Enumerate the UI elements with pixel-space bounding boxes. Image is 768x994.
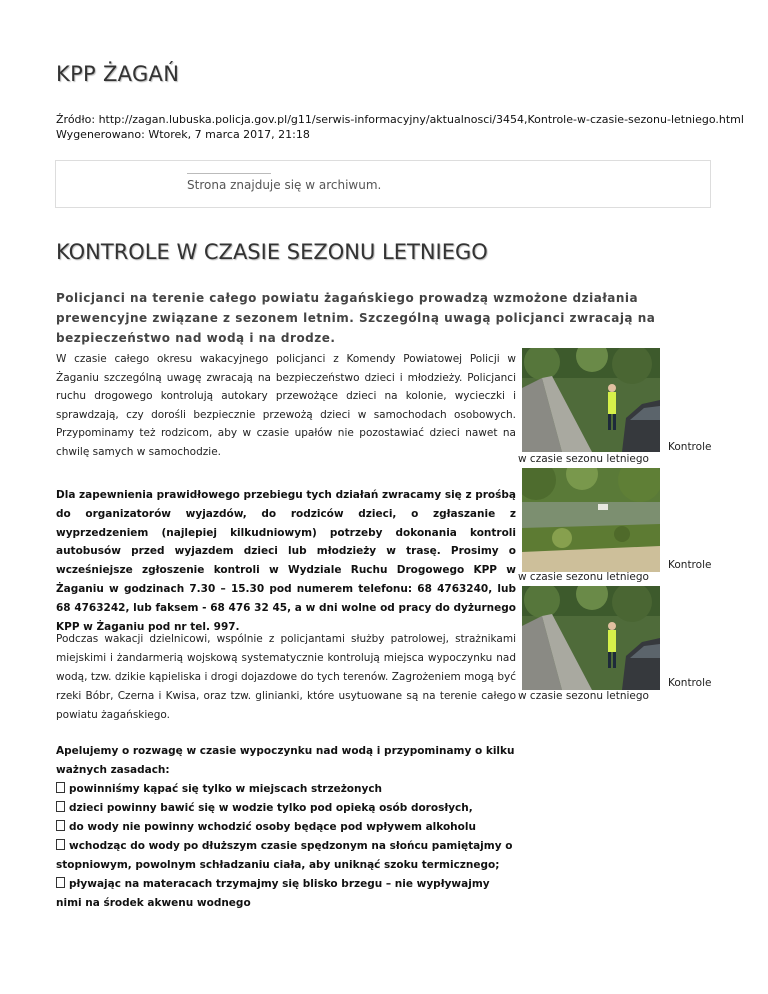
list-item: wchodząc do wody po dłuższym czasie spędzonym na słońcu pamiętajmy o stopniowym, powolnym schładzaniu ciała, aby uniknąć szoku termicznego;	[56, 840, 513, 871]
paragraph-3: Podczas wakacji dzielnicowi, wspólnie z policjantami służby patrolowej, strażnikami miejskimi i żandarmerią wojskową systematycznie kontrolują miejsca wypoczynku nad wodą, tzw. dzikie kąpieliska i drogi dojazdowe do tych terenów. Zagrożeniem mogą być rzeki Bóbr, Czerna i Kwisa, oraz tzw. glinianki, które usytuowane są na terenie całego powiatu żagańskiego.	[56, 633, 516, 721]
paragraph-2: Dla zapewnienia prawidłowego przebiegu tych działań zwracamy się z prośbą do organizatorów wyjazdów, do rodziców dzieci, o zgłaszanie z wyprzedzeniem (najlepiej kilkudniowym) potrzeby dokonania kontroli autobusów przed wyjazdem dzieci lub młodzieży w trasę. Prosimy o wcześniejsze zgłoszenie kontroli w Wydziale Ruchu Drogowego KPP w Żaganiu w godzinach 7.30 – 15.30 pod numerem telefonu: 68 4763240, lub 68 4763242, lub faksem - 68 476 32 45, a w dni wolne od pracy do dyżurnego KPP w Żaganiu pod nr tel. 997.	[56, 489, 516, 633]
photo-roadside-check-2[interactable]	[522, 586, 660, 690]
checkbox-glyph-icon	[56, 782, 65, 793]
photo-caption-1b: w czasie sezonu letniego	[518, 453, 649, 465]
photo-roadside-check[interactable]	[522, 348, 660, 452]
source-url[interactable]: Źródło: http://zagan.lubuska.policja.gov.pl/g11/serwis-informacyjny/aktualnosci/3454,Kontrole-w-czasie-sezonu-letniego.html	[56, 113, 744, 126]
list-item: dzieci powinny bawić się w wodzie tylko pod opieką osób dorosłych,	[56, 799, 516, 818]
generated-timestamp: Wygenerowano: Wtorek, 7 marca 2017, 21:18	[56, 128, 310, 141]
archive-notice: Strona znajduje się w archiwum.	[187, 178, 382, 192]
list-item: pływając na materacach trzymajmy się blisko brzegu – nie wypływajmy nimi na środek akwenu wodnego	[56, 878, 490, 909]
list-item: powinniśmy kąpać się tylko w miejscach strzeżonych	[56, 780, 516, 799]
site-title: KPP ŻAGAŃ	[56, 62, 180, 86]
list-item: do wody nie powinny wchodzić osoby będące pod wpływem alkoholu	[56, 818, 516, 837]
photo-caption-1a: Kontrole	[668, 441, 712, 453]
photo-caption-3a: Kontrole	[668, 677, 712, 689]
paragraph-1: W czasie całego okresu wakacyjnego policjanci z Komendy Powiatowej Policji w Żaganiu szczególną uwagę zwracają na bezpieczeństwo dzieci i młodzieży. Policjanci ruchu drogowego kontrolują autokary przewożące dzieci na kolonie, wycieczki i sprawdzają, czy dorośli bezpiecznie przewożą dzieci w samochodach osobowych. Przypominamy też rodzicom, aby w czasie upałów nie pozostawiać dzieci nawet na chwilę samych w samochodzie.	[56, 353, 516, 458]
photo-caption-3b: w czasie sezonu letniego	[518, 690, 649, 702]
checkbox-glyph-icon	[56, 801, 65, 812]
photo-caption-2b: w czasie sezonu letniego	[518, 571, 649, 583]
checkbox-glyph-icon	[56, 820, 65, 831]
archive-divider	[187, 173, 271, 174]
photo-caption-2a: Kontrole	[668, 559, 712, 571]
article-lead: Policjanci na terenie całego powiatu żagańskiego prowadzą wzmożone działania prewencyjne związane z sezonem letnim. Szczególną uwagą policjanci zwracają na bezpieczeństwo nad wodą i na drodze.	[56, 291, 656, 345]
safety-rules	[56, 742, 516, 913]
checkbox-glyph-icon	[56, 839, 65, 850]
archive-notice-box	[55, 160, 711, 208]
checkbox-glyph-icon	[56, 877, 65, 888]
appeal-intro: Apelujemy o rozwagę w czasie wypoczynku nad wodą i przypominamy o kilku ważnych zasadach:	[56, 745, 515, 776]
article-title: KONTROLE W CZASIE SEZONU LETNIEGO	[56, 240, 488, 264]
photo-waterside[interactable]	[522, 468, 660, 572]
document-meta	[56, 112, 744, 142]
